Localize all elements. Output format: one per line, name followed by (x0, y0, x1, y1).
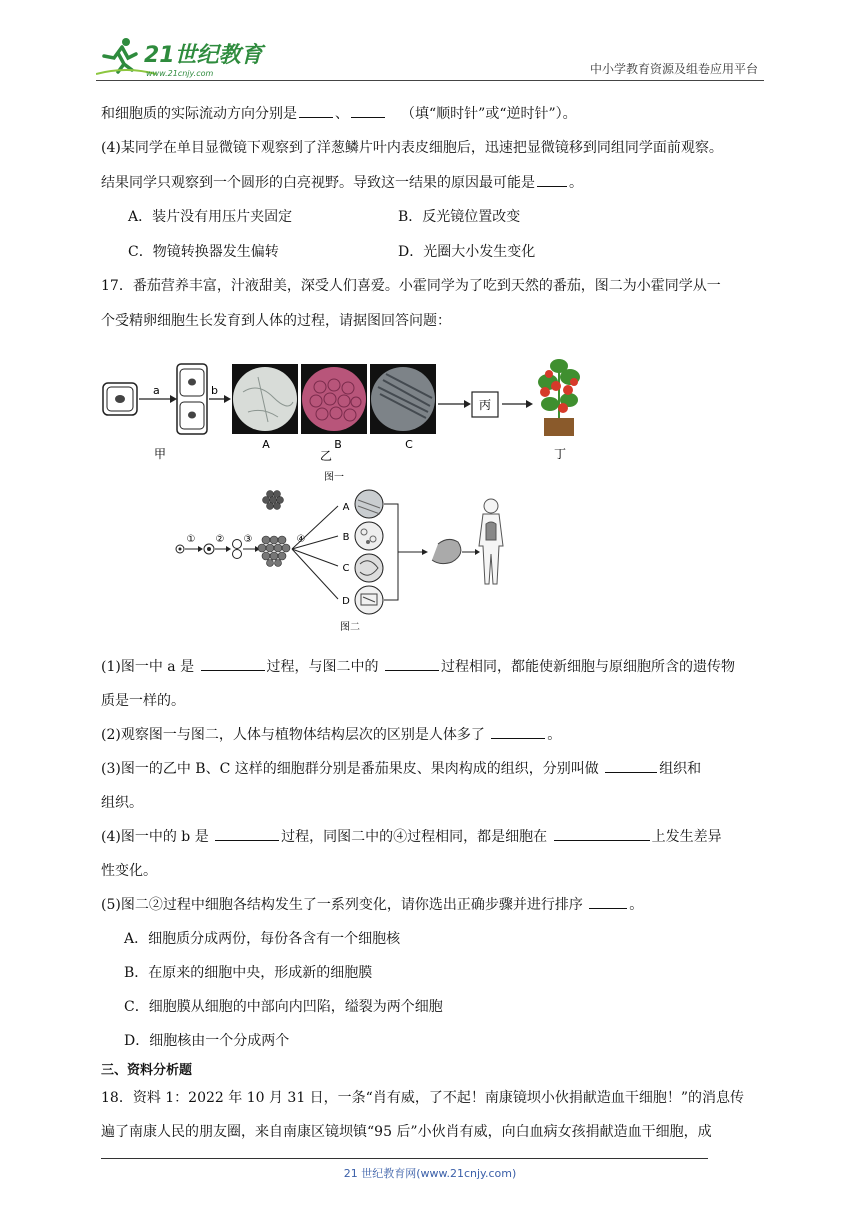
branch-arrows (292, 506, 338, 599)
tissue-c-image (370, 364, 436, 434)
option-d: D．光圈大小发生变化 (398, 244, 536, 260)
answer-blank (537, 172, 567, 187)
q-text: (1)图一中 a 是 (101, 659, 195, 675)
tissue-circle-c (355, 554, 383, 582)
yi-label: 乙 (319, 449, 333, 463)
site-logo (96, 34, 266, 80)
tissue-a-label: A (262, 438, 270, 451)
answer-blank (201, 656, 265, 671)
cell-icon (204, 544, 214, 554)
step-1-label: ① (186, 534, 196, 545)
step-2-label: ② (215, 534, 225, 545)
answer-blank (351, 103, 385, 118)
question-17-line1: 17．番茄营养丰富，汁液甜美，深受人们喜爱。小霍同学为了吃到天然的番茄，图二为小霍同学从一 (101, 278, 721, 294)
human-body-icon (479, 499, 503, 584)
q5-line (101, 888, 761, 922)
branch-a-label: A (342, 502, 350, 513)
q18-line2: 遍了南康人民的朋友圈，来自南康区镜坝镇“95 后”小伙肖有威，向白血病女孩捐献造血干细胞，成 (101, 1124, 712, 1140)
answer-blank (385, 656, 439, 671)
branch-c-label: C (342, 563, 350, 574)
line-text: 。 (569, 175, 583, 191)
q-text: 上发生差异 (651, 829, 722, 845)
option-a: A．装片没有用压片夹固定 (128, 209, 293, 225)
plant-cell-icon (103, 383, 137, 415)
q-text: 。 (547, 727, 562, 743)
answer-blank (215, 826, 279, 841)
footer-text[interactable]: 21 世纪教育网(www.21cnjy.com) (343, 1167, 517, 1180)
option-c: C．物镜转换器发生偏转 (128, 244, 279, 260)
q-text: (5)图二②过程中细胞各结构发生了一系列变化，请你选出正确步骤并进行排序 (101, 897, 583, 913)
ding-label: 丁 (553, 447, 567, 461)
line-text: 结果同学只观察到一个圆形的白亮视野。导致这一结果的原因最可能是 (101, 175, 535, 191)
question-4-line2 (101, 166, 761, 200)
step-option-c: C．细胞膜从细胞的中部向内凹陷，缢裂为两个细胞 (124, 999, 443, 1015)
header-divider (96, 80, 764, 81)
q4-line2: 性变化。 (101, 863, 157, 879)
branch-b-label: B (342, 532, 350, 543)
q1-line2: 质是一样的。 (101, 693, 185, 709)
jia-label: 甲 (153, 447, 167, 461)
two-cell-icon (233, 540, 242, 559)
q-text: 。 (629, 897, 644, 913)
figure-2-caption: 图二 (340, 622, 360, 633)
line-text: 和细胞质的实际流动方向分别是 (101, 106, 297, 122)
q3-line2: 组织。 (101, 795, 143, 811)
line-text: （填“顺时针”或“逆时针”）。 (401, 106, 577, 122)
q2-line (101, 718, 761, 752)
tissue-circle-b (355, 522, 383, 550)
q-text: (3)图一的乙中 B、C 这样的细胞群分别是番茄果皮、果肉构成的组织，分别叫做 (101, 761, 599, 777)
q18-line1: 18．资料 1：2022 年 10 月 31 日，一条“肖有威，了不起！南康镜坝小伙捐献造血干细胞！”的消息传 (101, 1090, 744, 1106)
q1-line1 (101, 650, 761, 684)
tissue-a-image (232, 364, 298, 434)
section-title: 三、资料分析题 (101, 1063, 193, 1078)
zygote-icon (176, 545, 184, 553)
tomato-plant-icon (538, 359, 580, 436)
arrow-a-label: a (153, 384, 160, 397)
q4-line1 (101, 820, 761, 854)
logo-text: 21世纪教育 (144, 43, 263, 68)
logo-url: www.21cnjy.com (146, 69, 214, 78)
cell-cluster-icon (263, 491, 284, 510)
q-text: (2)观察图一与图二，人体与植物体结构层次的区别是人体多了 (101, 727, 485, 743)
q-text: (4)图一中的 b 是 (101, 829, 209, 845)
two-cells-icon (177, 364, 207, 434)
branch-d-label: D (342, 596, 350, 607)
q-text: 过程相同，都能使新细胞与原细胞所含的遗传物 (440, 659, 735, 675)
q-text: 过程，与图二中的 (266, 659, 379, 675)
figure-2 (170, 484, 530, 634)
stomach-icon (432, 539, 461, 563)
header-slogan: 中小学教育资源及组卷应用平台 (589, 62, 758, 76)
figure-1 (98, 352, 598, 487)
answer-blank (589, 894, 627, 909)
answer-blank (605, 758, 657, 773)
question-4-line1: (4)某同学在单目显微镜下观察到了洋葱鳞片叶内表皮细胞后，迅速把显微镜移到同组同学面前观察。 (101, 140, 723, 156)
answer-blank (491, 724, 545, 739)
q3-line1 (101, 752, 761, 786)
line-text: 、 (335, 106, 349, 122)
tissue-b-label: B (334, 438, 342, 451)
bing-label: 丙 (478, 398, 492, 412)
tissue-circle-d (355, 586, 383, 614)
tissue-circle-a (355, 490, 383, 518)
step-option-b: B．在原来的细胞中央，形成新的细胞膜 (124, 965, 373, 981)
answer-blank (554, 826, 650, 841)
q-text: 过程，同图二中的④过程相同，都是细胞在 (281, 829, 548, 845)
figure-1-caption: 图一 (324, 472, 344, 483)
footer-divider (101, 1158, 708, 1159)
line-flow-direction (101, 97, 761, 131)
answer-blank (299, 103, 333, 118)
tissue-c-label: C (405, 438, 413, 451)
step-3-label: ③ (243, 534, 253, 545)
tissue-b-image (301, 364, 367, 434)
step-option-a: A．细胞质分成两份，每份各含有一个细胞核 (124, 931, 401, 947)
step-option-d: D．细胞核由一个分成两个 (124, 1033, 290, 1049)
step-4-label: ④ (296, 534, 306, 545)
option-b: B．反光镜位置改变 (398, 209, 521, 225)
question-17-line2: 个受精卵细胞生长发育到人体的过程，请据图回答问题： (101, 313, 451, 329)
q-text: 组织和 (659, 761, 702, 777)
arrow-b-label: b (211, 384, 218, 397)
cell-mass-icon (258, 536, 290, 567)
